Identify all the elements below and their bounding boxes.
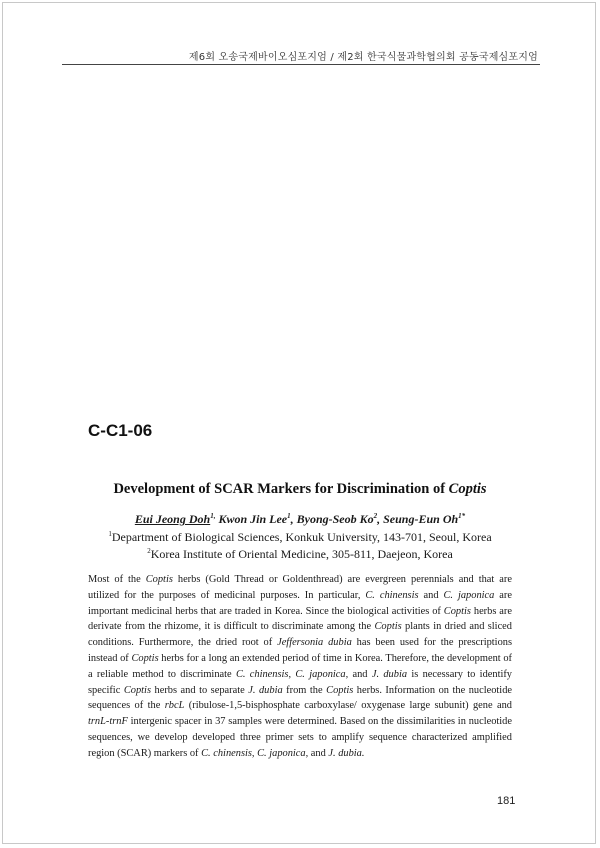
abstract-italic: Coptis	[443, 605, 471, 617]
abstract-italic: C. chinensis, C. japonica,	[235, 668, 349, 680]
abstract-text: herbs and to separate	[150, 684, 249, 696]
abstract-italic: Jeffersonia dubia	[277, 637, 352, 649]
author-affil-mark: 1*	[458, 512, 466, 520]
page-number: 181	[497, 795, 516, 807]
author-separator: ,	[290, 512, 297, 526]
running-header: 제6회 오송국제바이오심포지엄 / 제2회 한국식물과학협의회 공동국제심포지엄	[188, 52, 538, 63]
author-name: Seung-Eun Oh	[383, 512, 459, 526]
abstract-text: herbs are derivate from the rhizome, it is difficult to discriminate among the	[88, 605, 512, 633]
author-separator: ,	[377, 512, 384, 526]
abstract-italic: J. dubia	[248, 684, 283, 696]
abstract-text: and	[308, 747, 329, 759]
abstract-text: herbs (Gold Thread or Goldenthread) are evergreen perennials and that are utilized for the purposes of medicinal purposes. In particular,	[88, 574, 512, 601]
abstract-italic: Coptis	[374, 621, 402, 633]
abstract-italic: trnL-trnF	[88, 716, 128, 728]
abstract-italic: C. chinensis, C. japonica,	[201, 747, 309, 759]
abstract-italic: C. chinensis	[365, 589, 419, 601]
title-main: Development of SCAR Markers for Discrimination of	[113, 481, 449, 497]
abstract-text: plants in dried and sliced conditions. Furthermore, the dried root of	[88, 621, 512, 649]
abstract-italic: J. dubia	[371, 668, 408, 680]
author-list	[88, 512, 512, 527]
abstract-text: and	[418, 589, 444, 601]
author-name: Eui Jeong Doh	[134, 512, 211, 526]
author-affil-mark: 2	[373, 512, 378, 520]
abstract-italic: Coptis	[131, 652, 159, 664]
abstract-text: herbs for a long an extended period of time in Korea. Therefore, the development of a reliable method to discriminate	[88, 652, 512, 680]
abstract-italic: Coptis	[123, 684, 151, 696]
affiliation-text: Korea Institute of Oriental Medicine, 305-811, Daejeon, Korea	[150, 547, 453, 561]
affiliation-mark: 1	[108, 530, 112, 538]
author-affil-mark: 1	[287, 512, 291, 520]
affiliation-text: Department of Biological Sciences, Konkuk University, 143-701, Seoul, Korea	[111, 530, 492, 544]
abstract-text: and	[348, 668, 372, 680]
affiliation-1	[88, 530, 512, 545]
abstract-text: are important medicinal herbs that are traded in Korea. Since the biological activities of	[88, 589, 512, 617]
abstract-italic: Coptis	[145, 574, 173, 585]
abstract-code: C-C1-06	[88, 421, 153, 440]
abstract-italic: J. dubia.	[328, 747, 365, 759]
paper-title	[88, 481, 512, 498]
title-genus: Coptis	[448, 481, 487, 497]
abstract-body	[88, 572, 512, 762]
author-name: Kwon Jin Lee	[218, 512, 288, 526]
abstract-text: has been used for the prescriptions instead of	[88, 637, 512, 664]
abstract-text: from the	[282, 684, 327, 696]
affiliation-mark: 2	[147, 547, 151, 555]
abstract-text: Most of the	[88, 574, 146, 585]
abstract-text: is necessary to identify specific	[88, 668, 513, 696]
abstract-text: herbs. Information on the nucleotide sequences of the	[88, 684, 513, 712]
author-affil-mark: 1,	[210, 512, 216, 520]
author-name: Byong-Seob Ko	[296, 512, 374, 526]
abstract-text: (ribulose-1,5-bisphosphate carboxylase/ oxygenase large subunit) gene and	[184, 700, 513, 712]
abstract-italic: C. japonica	[443, 589, 495, 601]
abstract-text: intergenic spacer in 37 samples were determined. Based on the dissimilarities in nucleotide sequences, we develop developed three primer sets to amplify sequence characterized amplified region (SCAR) markers of	[88, 716, 512, 759]
affiliation-2	[88, 547, 512, 562]
abstract-italic: rbcL	[164, 700, 185, 712]
header-rule	[62, 64, 540, 65]
abstract-italic: Coptis	[326, 684, 354, 696]
